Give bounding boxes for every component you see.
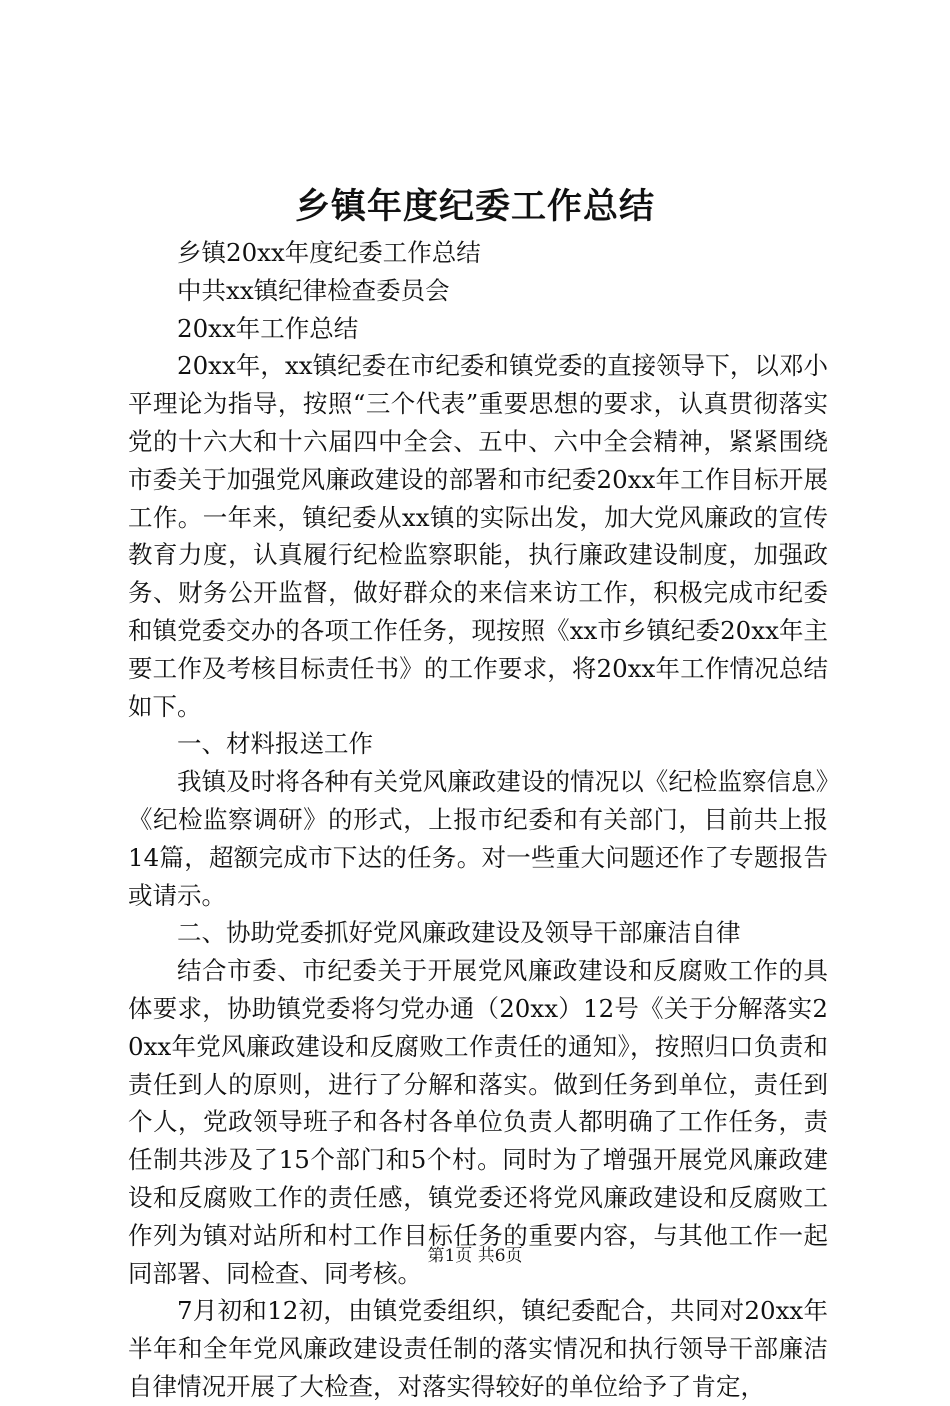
- paragraph-subtitle: 乡镇20xx年度纪委工作总结: [177, 238, 481, 267]
- paragraph-section-2: 结合市委、市纪委关于开展党风廉政建设和反腐败工作的具体要求，协助镇党委将匀党办通（20xx）12号《关于分解落实20xx年党风廉政建设和反腐败工作责任的通知》，按照归口负责和责任到人的原则，进行了分解和落实。做到任务到单位，责任到个人，党政领导班子和各村各单位负责人都明确了工作任务，责任制共涉及了15个部门和5个村。同时为了增强开展党风廉政建设和反腐败工作的责任感，镇党委还将党风廉政建设和反腐败工作列为镇对站所和村工作目标任务的重要内容，与其他工作一起同部署、同检查、同考核。: [128, 956, 828, 1288]
- section-heading-2: 二、协助党委抓好党风廉政建设及领导干部廉洁自律: [177, 918, 741, 948]
- paragraph-intro: 20xx年，xx镇纪委在市纪委和镇党委的直接领导下，以邓小平理论为指导，按照“三个代表”重要思想的要求，认真贯彻落实党的十六大和十六届四中全会、五中、六中全会精神，紧紧围绕市委关于加强党风廉政建设的部署和市纪委20xx年工作目标开展工作。一年来，镇纪委从xx镇的实际出发，加大党风廉政的宣传教育力度，认真履行纪检监察职能，执行廉政建设制度，加强政务、财务公开监督，做好群众的来信来访工作，积极完成市纪委和镇党委交办的各项工作任务，现按照《xx市乡镇纪委20xx年主要工作及考核目标责任书》的工作要求，将20xx年工作情况总结如下。: [128, 351, 828, 721]
- section-heading-1: 一、材料报送工作: [177, 729, 373, 759]
- document-title: 乡镇年度纪委工作总结: [294, 186, 655, 227]
- paragraph-report-heading: 20xx年工作总结: [177, 313, 359, 343]
- paragraph-inspection: 7月初和12初，由镇党委组织，镇纪委配合，共同对20xx年半年和全年党风廉政建设责任制的落实情况和执行领导干部廉洁自律情况开展了大检查，对落实得较好的单位给予了肯定，: [128, 1296, 828, 1401]
- page-number-footer: 第1页 共6页: [427, 1246, 523, 1266]
- paragraph-section-1: 我镇及时将各种有关党风廉政建设的情况以《纪检监察信息》《纪检监察调研》的形式，上报市纪委和有关部门，目前共上报14篇，超额完成市下达的任务。对一些重大问题还作了专题报告或请示。: [128, 767, 828, 910]
- document-body: [128, 234, 828, 1406]
- paragraph-organization: 中共xx镇纪律检查委员会: [177, 275, 450, 305]
